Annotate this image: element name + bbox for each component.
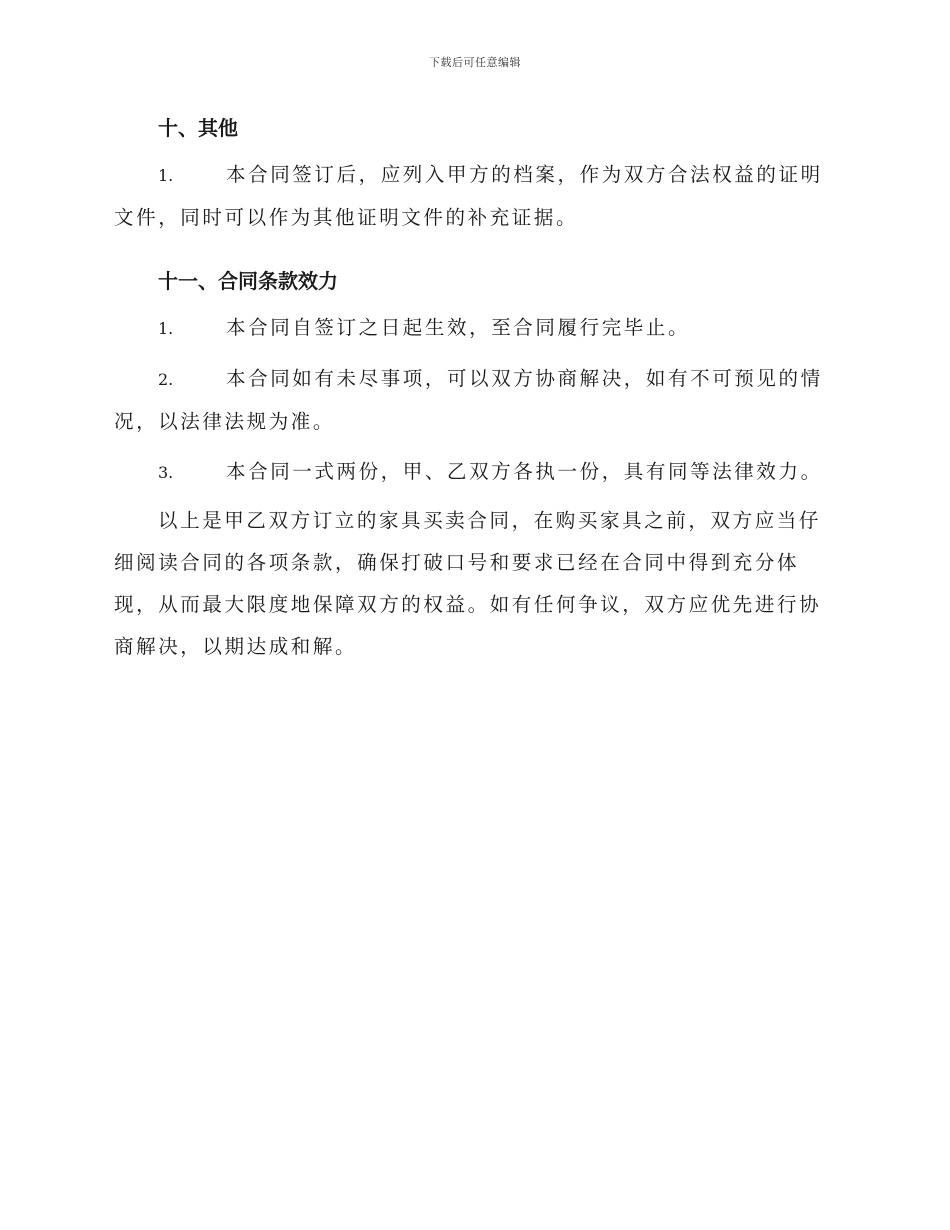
clause-number: 1.: [158, 166, 174, 185]
clause-text: 本合同签订后，应列入甲方的档案，作为双方合法权益的证明文件，同时可以作为其他证明文件的补充证据。: [114, 163, 823, 229]
section-heading-effectiveness: 十一、合同条款效力: [158, 269, 338, 293]
document-body: [114, 108, 834, 668]
clause-11-2: [114, 358, 834, 443]
closing-paragraph: 以上是甲乙双方订立的家具买卖合同，在购买家具之前，双方应当仔细阅读合同的各项条款，确保打破口号和要求已经在合同中得到充分体现，从而最大限度地保障双方的权益。如有任何争议，双方应优先进行协商解决，以期达成和解。: [114, 509, 822, 658]
clause-number: 3.: [158, 463, 174, 482]
clause-10-1: [114, 154, 834, 239]
clause-number: 2.: [158, 370, 174, 389]
clause-number: 1.: [158, 319, 174, 338]
clause-text: 本合同自签订之日起生效，至合同履行完毕止。: [226, 316, 691, 339]
clause-11-1: [114, 307, 834, 350]
clause-11-3: [114, 451, 834, 494]
page-header: 下载后可任意编辑: [429, 56, 521, 69]
clause-text: 本合同一式两份，甲、乙双方各执一份，具有同等法律效力。: [226, 460, 823, 483]
section-heading-other: 十、其他: [158, 116, 238, 140]
clause-text: 本合同如有未尽事项，可以双方协商解决，如有不可预见的情况，以法律法规为准。: [114, 367, 823, 433]
